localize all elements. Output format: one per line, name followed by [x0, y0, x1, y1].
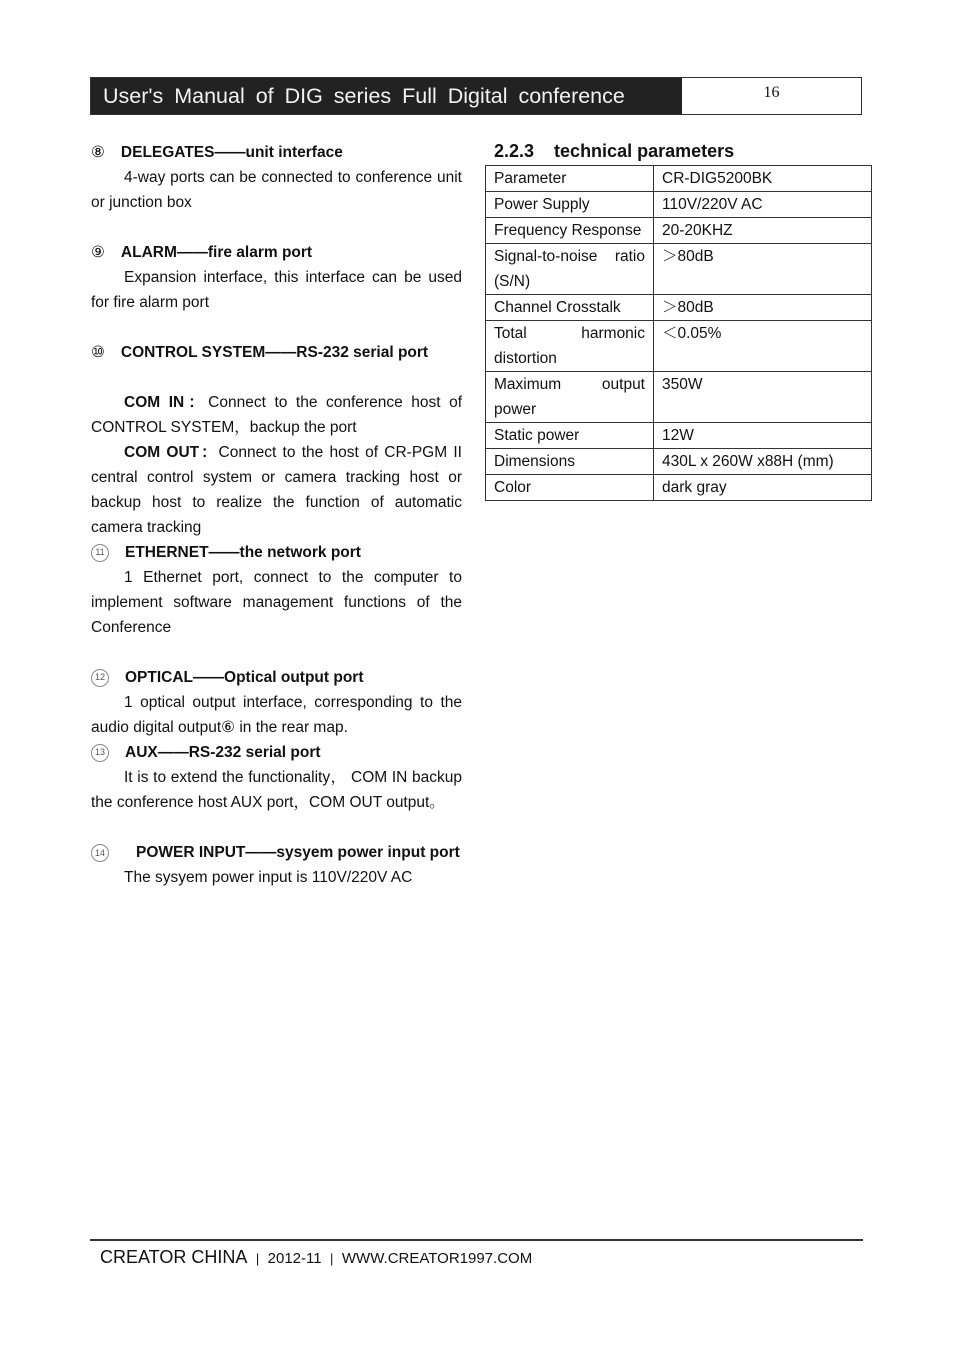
parameter-value: 430L x 260W x88H (mm)	[654, 449, 872, 475]
item-number: 13	[91, 744, 109, 762]
footer-divider	[90, 1239, 863, 1241]
table-row	[486, 192, 872, 218]
publication-date: 2012-11	[267, 1250, 322, 1267]
item-text: 4-way ports can be connected to conference unit or junction box	[91, 169, 462, 211]
item-title: ALARM——fire alarm port	[120, 244, 313, 261]
item-number: 12	[91, 669, 109, 687]
parameter-name: Static power	[486, 423, 654, 449]
table-row	[486, 423, 872, 449]
item-heading	[91, 665, 462, 690]
table-row	[486, 244, 872, 295]
item-number: ⑧	[91, 144, 105, 161]
item-number: ⑨	[91, 244, 105, 261]
footer-separator: |	[255, 1251, 260, 1266]
parameter-value: 350W	[654, 372, 872, 423]
item-title: ETHERNET——the network port	[125, 544, 361, 561]
parameter-value: ＜0.05%	[654, 321, 872, 372]
item-heading	[91, 240, 462, 265]
item-number: ⑩	[91, 344, 105, 361]
parameter-name: Dimensions	[486, 449, 654, 475]
page-header	[90, 77, 862, 115]
parameter-name: Frequency Response	[486, 218, 654, 244]
parameter-value: 12W	[654, 423, 872, 449]
website-url: WWW.CREATOR1997.COM	[341, 1250, 533, 1267]
com-out-text: Connect to the host of CR-PGM II central control system or camera tracking host or backup host to realize the function of automatic camera tracking	[91, 444, 462, 536]
com-in-label: COM IN：	[124, 394, 209, 411]
parameter-name: Color	[486, 475, 654, 501]
item-text: It is to extend the functionality， COM IN backup the conference host AUX port，COM OUT output。	[91, 769, 462, 811]
company-name: CREATOR CHINA	[100, 1247, 248, 1267]
page-number: 16	[763, 84, 780, 101]
parameter-name: Power Supply	[486, 192, 654, 218]
technical-parameters-table	[485, 165, 872, 501]
item-text: 1 optical output interface, corresponding to the audio digital output⑥ in the rear map.	[91, 694, 462, 736]
item-heading	[91, 140, 462, 165]
item-title: OPTICAL——Optical output port	[125, 669, 364, 686]
parameter-value: ＞80dB	[654, 244, 872, 295]
table-row	[486, 372, 872, 423]
table-row	[486, 321, 872, 372]
item-title: CONTROL SYSTEM——RS-232 serial port	[120, 344, 429, 361]
item-text: Expansion interface, this interface can be used for fire alarm port	[91, 269, 462, 311]
parameter-value: dark gray	[654, 475, 872, 501]
table-row	[486, 166, 872, 192]
parameter-name: Maximum output power	[486, 372, 654, 423]
item-number: 11	[91, 544, 109, 562]
com-out-description	[91, 440, 462, 540]
parameter-name: Parameter	[486, 166, 654, 192]
parameter-value: ＞80dB	[654, 295, 872, 321]
table-row	[486, 475, 872, 501]
parameter-value: 110V/220V AC	[654, 192, 872, 218]
parameter-value: 20-20KHZ	[654, 218, 872, 244]
item-title: POWER INPUT——sysyem power input port	[136, 844, 460, 861]
manual-title: User's Manual of DIG series Full Digital conference	[91, 78, 682, 114]
section-number: 2.2.3	[494, 141, 535, 161]
page-footer	[100, 1247, 532, 1268]
footer-separator: |	[330, 1251, 334, 1266]
parameter-value: CR-DIG5200BK	[654, 166, 872, 192]
item-text: 1 Ethernet port, connect to the computer to implement software management functions of the Conference	[91, 569, 462, 636]
table-row	[486, 295, 872, 321]
section-title: technical parameters	[554, 141, 735, 161]
item-heading	[91, 740, 462, 765]
com-out-label: COM OUT：	[124, 444, 219, 461]
item-title: AUX——RS-232 serial port	[125, 744, 321, 761]
com-in-text: Connect to the conference host of CONTROL SYSTEM，backup the port	[91, 394, 462, 436]
parameter-name: Total harmonic distortion	[486, 321, 654, 372]
port-descriptions	[91, 140, 462, 890]
parameter-name: Channel Crosstalk	[486, 295, 654, 321]
table-row	[486, 218, 872, 244]
item-text: The sysyem power input is 110V/220V AC	[124, 869, 413, 886]
table-row	[486, 449, 872, 475]
com-in-description	[91, 390, 462, 440]
item-heading	[91, 540, 462, 565]
parameter-name: Signal-to-noise ratio (S/N)	[486, 244, 654, 295]
item-heading	[91, 840, 462, 865]
section-heading	[494, 141, 734, 162]
item-title: DELEGATES——unit interface	[120, 144, 343, 161]
item-heading	[91, 340, 462, 365]
item-number: 14	[91, 844, 109, 862]
